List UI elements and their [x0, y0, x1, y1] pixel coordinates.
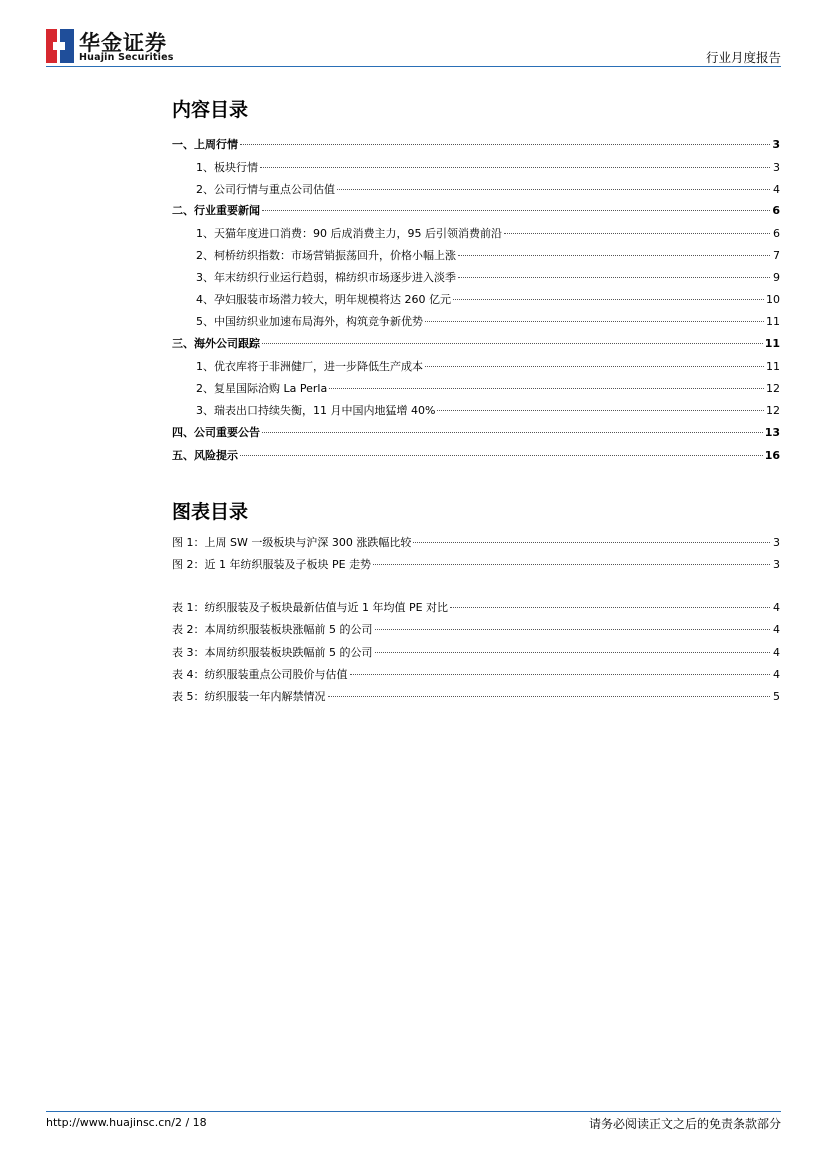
toc-entry-label: 一、上周行情 — [172, 138, 238, 151]
dot-leader — [337, 189, 770, 190]
dot-leader — [375, 629, 771, 630]
toc-entry[interactable] — [172, 403, 780, 419]
toc-entry-page: 10 — [766, 293, 780, 306]
toc-entry[interactable] — [172, 248, 780, 264]
toc-entry-page: 11 — [766, 315, 780, 328]
dot-leader — [413, 542, 770, 543]
dot-leader — [375, 652, 771, 653]
table-entry[interactable] — [172, 600, 780, 616]
table-entry-page: 4 — [773, 646, 780, 659]
table-entry-label: 表 1：纺织服装及子板块最新估值与近 1 年均值 PE 对比 — [172, 601, 449, 614]
table-entry[interactable] — [172, 622, 780, 638]
table-entry-label: 表 3：本周纺织服装板块跌幅前 5 的公司 — [172, 646, 373, 659]
table-entry-label: 表 5：纺织服装一年内解禁情况 — [172, 690, 326, 703]
figure-entry[interactable] — [172, 535, 780, 551]
figure-entry-label: 图 1：上周 SW 一级板块与沪深 300 涨跌幅比较 — [172, 536, 412, 549]
toc-entry-page: 7 — [773, 249, 780, 262]
toc-entry-label: 1、天猫年度进口消费：90 后成消费主力，95 后引领消费前沿 — [196, 227, 502, 240]
footer-divider — [46, 1111, 781, 1112]
dot-leader — [458, 255, 770, 256]
toc-entry-label: 五、风险提示 — [172, 449, 238, 462]
toc-entry[interactable] — [172, 314, 780, 330]
toc-entry-page: 12 — [766, 404, 780, 417]
toc-entry-label: 1、板块行情 — [196, 161, 258, 174]
dot-leader — [260, 167, 770, 168]
toc-entry-page: 3 — [772, 138, 780, 151]
figure-entry-label: 图 2：近 1 年纺织服装及子板块 PE 走势 — [172, 558, 372, 571]
toc-entry[interactable] — [172, 381, 780, 397]
figure-entry-page: 3 — [773, 536, 780, 549]
toc-entry-page: 11 — [764, 337, 780, 350]
toc-entry-label: 二、行业重要新闻 — [172, 204, 260, 217]
table-entry[interactable] — [172, 645, 780, 661]
dot-leader — [328, 696, 771, 697]
dot-leader — [262, 432, 763, 433]
toc-entry-label: 1、优衣库将于非洲健厂，进一步降低生产成本 — [196, 360, 423, 373]
figure-entry[interactable] — [172, 557, 780, 573]
figures-title: 图表目录 — [172, 501, 249, 523]
toc-entry-label: 四、公司重要公告 — [172, 426, 260, 439]
dot-leader — [262, 343, 763, 344]
dot-leader — [350, 674, 771, 675]
toc-entry[interactable] — [172, 425, 780, 441]
toc-entry-page: 6 — [772, 204, 780, 217]
toc-entry-page: 13 — [764, 426, 780, 439]
report-type-label: 行业月度报告 — [705, 50, 781, 65]
dot-leader — [437, 410, 764, 411]
page-header — [0, 0, 827, 70]
toc-entry-page: 16 — [764, 449, 780, 462]
table-entry-page: 5 — [773, 690, 780, 703]
toc-entry-page: 12 — [766, 382, 780, 395]
table-entry-page: 4 — [773, 601, 780, 614]
table-entry-label: 表 2：本周纺织服装板块涨幅前 5 的公司 — [172, 623, 373, 636]
toc-entry[interactable] — [172, 292, 780, 308]
toc-entry-page: 6 — [773, 227, 780, 240]
toc-entry[interactable] — [172, 203, 780, 219]
dot-leader — [425, 321, 764, 322]
toc-entry-page: 11 — [766, 360, 780, 373]
footer-url-page[interactable]: http://www.huajinsc.cn/2 / 18 — [46, 1116, 207, 1129]
toc-entry-label: 4、孕妇服装市场潜力较大，明年规模将达 260 亿元 — [196, 293, 451, 306]
toc-entry-label: 三、海外公司跟踪 — [172, 337, 260, 350]
toc-entry-page: 4 — [773, 183, 780, 196]
table-entry[interactable] — [172, 689, 780, 705]
dot-leader — [453, 299, 764, 300]
toc-entry[interactable] — [172, 182, 780, 198]
table-entry-label: 表 4：纺织服装重点公司股价与估值 — [172, 668, 348, 681]
dot-leader — [373, 564, 770, 565]
dot-leader — [450, 607, 770, 608]
figure-entry-page: 3 — [773, 558, 780, 571]
toc-entry[interactable] — [172, 226, 780, 242]
dot-leader — [504, 233, 770, 234]
logo-english-name: Huajin Securities — [79, 52, 174, 63]
table-entry[interactable] — [172, 667, 780, 683]
dot-leader — [240, 144, 770, 145]
toc-entry[interactable] — [172, 336, 780, 352]
footer-disclaimer: 请务必阅读正文之后的免责条款部分 — [588, 1117, 781, 1131]
toc-entry[interactable] — [172, 270, 780, 286]
toc-entry-label: 5、中国纺织业加速布局海外，构筑竞争新优势 — [196, 315, 423, 328]
toc-entry-label: 2、复星国际洽购 La Perla — [196, 382, 328, 395]
toc-entry[interactable] — [172, 160, 780, 176]
toc-entry-label: 2、柯桥纺织指数：市场营销振荡回升，价格小幅上涨 — [196, 249, 456, 262]
huajin-logo-icon — [46, 29, 74, 63]
header-divider — [46, 66, 781, 67]
dot-leader — [458, 277, 770, 278]
table-entry-page: 4 — [773, 623, 780, 636]
dot-leader — [262, 210, 770, 211]
dot-leader — [425, 366, 764, 367]
toc-entry-page: 3 — [773, 161, 780, 174]
toc-entry[interactable] — [172, 448, 780, 464]
toc-entry[interactable] — [172, 359, 780, 375]
dot-leader — [329, 388, 764, 389]
toc-entry[interactable] — [172, 137, 780, 153]
logo-chinese-name: 华金证券 — [79, 31, 167, 55]
toc-entry-label: 3、年末纺织行业运行趋弱，棉纺织市场逐步进入淡季 — [196, 271, 456, 284]
table-entry-page: 4 — [773, 668, 780, 681]
toc-entry-label: 3、瑞表出口持续失衡，11 月中国内地猛增 40% — [196, 404, 436, 417]
dot-leader — [240, 455, 763, 456]
toc-entry-label: 2、公司行情与重点公司估值 — [196, 183, 335, 196]
toc-entry-page: 9 — [773, 271, 780, 284]
contents-title: 内容目录 — [172, 99, 249, 121]
